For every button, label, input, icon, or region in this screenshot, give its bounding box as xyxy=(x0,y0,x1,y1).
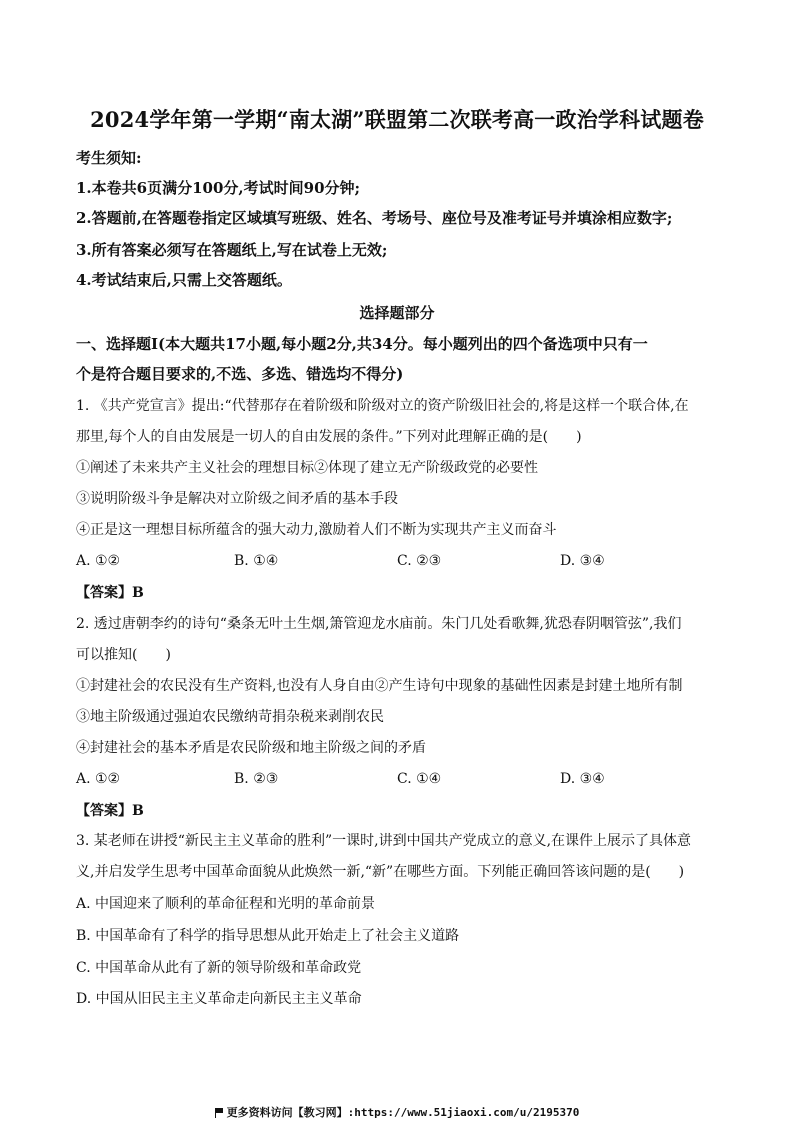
question-statement: ①封建社会的农民没有生产资料,也没有人身自由②产生诗句中现象的基础性因素是封建土地所有制 xyxy=(76,678,683,694)
question-stem: 那里,每个人的自由发展是一切人的自由发展的条件。”下列对此理解正确的是( ) xyxy=(76,429,582,445)
option-b: B. 中国革命有了科学的指导思想从此开始走上了社会主义道路 xyxy=(76,928,460,944)
notice-item: 3.所有答案必须写在答题纸上,写在试卷上无效; xyxy=(76,241,388,259)
footer-text[interactable]: 更多资料访问【教习网】:https://www.51jiaoxi.com/u/2195370 xyxy=(226,1106,580,1119)
option-d: D. 中国从旧民主主义革命走向新民主主义革命 xyxy=(76,991,362,1007)
flag-icon xyxy=(215,1108,224,1117)
part-heading: 一、选择题Ⅰ(本大题共17小题,每小题2分,共34分。每小题列出的四个备选项中只有一 xyxy=(76,335,648,353)
section-title: 选择题部分 xyxy=(359,304,435,322)
option-a: A. ①② xyxy=(76,553,121,569)
question-stem: 可以推知( ) xyxy=(76,647,171,663)
question-stem: 2. 透过唐朝李约的诗句“桑条无叶土生烟,箫管迎龙水庙前。朱门几处看歌舞,犹恐春阴咽管弦”,我们 xyxy=(76,616,682,632)
question-statement: ①阐述了未来共产主义社会的理想目标②体现了建立无产阶级政党的必要性 xyxy=(76,460,538,476)
question-statement: ③地主阶级通过强迫农民缴纳苛捐杂税来剥削农民 xyxy=(76,709,384,725)
notice-item: 1.本卷共6页满分100分,考试时间90分钟; xyxy=(76,179,361,197)
question-statement: ④正是这一理想目标所蕴含的强大动力,激励着人们不断为实现共产主义而奋斗 xyxy=(76,522,557,538)
notice-item: 2.答题前,在答题卷指定区域填写班级、姓名、考场号、座位号及准考证号并填涂相应数字; xyxy=(76,209,673,227)
question-stem: 义,并启发学生思考中国革命面貌从此焕然一新,“新”在哪些方面。下列能正确回答该问题的是( ) xyxy=(76,864,685,880)
option-a: A. ①② xyxy=(76,771,121,787)
part-heading: 个是符合题目要求的,不选、多选、错选均不得分) xyxy=(76,365,404,383)
option-d: D. ③④ xyxy=(560,771,605,787)
answer: 【答案】B xyxy=(76,585,144,601)
notice-item: 4.考试结束后,只需上交答题纸。 xyxy=(76,271,292,289)
option-d: D. ③④ xyxy=(560,553,605,569)
question-stem: 3. 某老师在讲授“新民主主义革命的胜利”一课时,讲到中国共产党成立的意义,在课件上展示了具体意 xyxy=(76,833,692,849)
option-c: C. 中国革命从此有了新的领导阶级和革命政党 xyxy=(76,960,362,976)
question-statement: ④封建社会的基本矛盾是农民阶级和地主阶级之间的矛盾 xyxy=(76,740,426,756)
question-stem: 1. 《共产党宣言》提出:“代替那存在着阶级和阶级对立的资产阶级旧社会的,将是这样一个联合体,在 xyxy=(76,398,689,414)
exam-title: 2024学年第一学期“南太湖”联盟第二次联考高一政治学科试题卷 xyxy=(90,107,704,132)
answer: 【答案】B xyxy=(76,803,144,819)
footer-link[interactable] xyxy=(0,1104,794,1120)
option-a: A. 中国迎来了顺利的革命征程和光明的革命前景 xyxy=(76,896,376,912)
option-c: C. ②③ xyxy=(397,553,442,569)
question-statement: ③说明阶级斗争是解决对立阶级之间矛盾的基本手段 xyxy=(76,491,398,507)
option-b: B. ①④ xyxy=(234,553,279,569)
option-c: C. ①④ xyxy=(397,771,442,787)
notice-heading: 考生须知: xyxy=(76,149,142,167)
option-b: B. ②③ xyxy=(234,771,279,787)
